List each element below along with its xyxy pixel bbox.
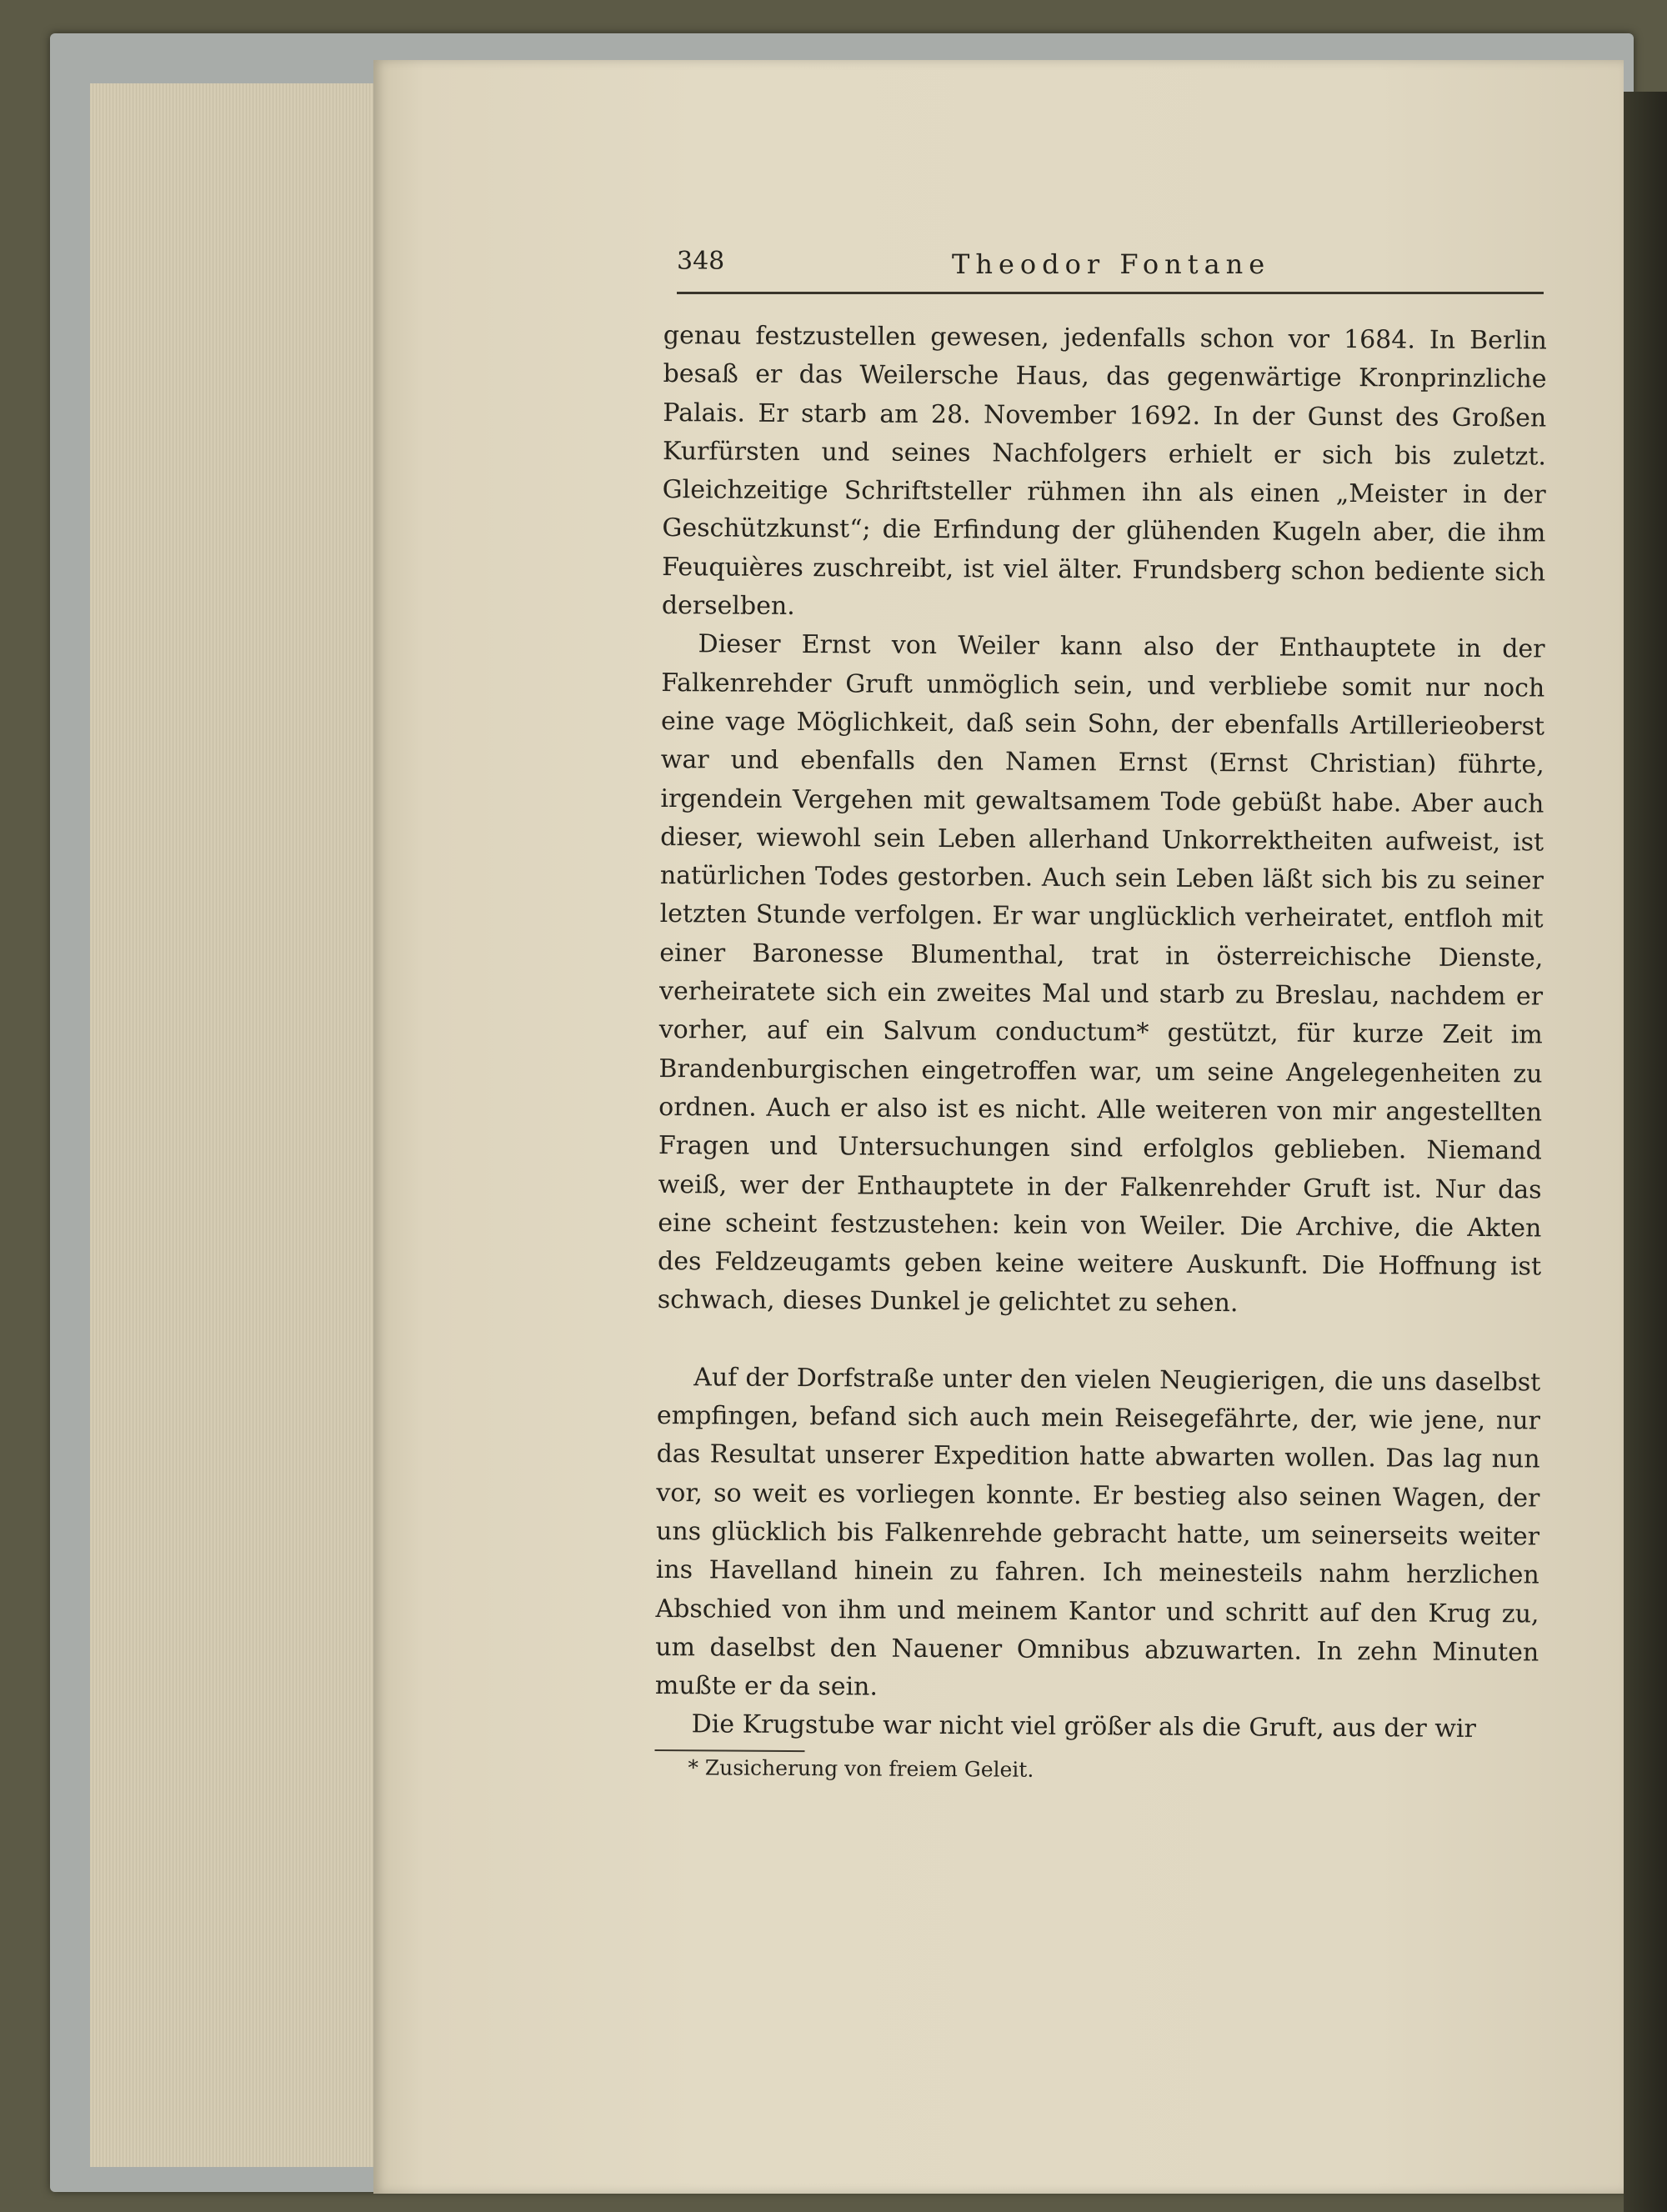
paragraph-3: Auf der Dorfstraße unter den vielen Neugierigen, die uns daselbst empfingen, befand sich auch mein Reisegefährte, der, wie jene, nur das Resultat unserer Expedition hatte abwarten wollen. Das lag nun vor, so weit es vorliegen konnte. Er bestieg also seinen Wagen, der uns glücklich bis Falkenrehde gebracht hatte, um seinerseits weiter ins Havelland hinein zu fahren. Ich meinesteils nahm herzlichen Abschied von ihm und meinem Kantor und schritt auf den Krug zu, um daselbst den Nauener Omnibus abzuwarten. In zehn Minuten mußte er da sein.: [654, 1362, 1541, 1702]
running-title: Theodor Fontane: [952, 248, 1271, 280]
footnote: [654, 1753, 1538, 1788]
paragraph-1: genau festzustellen gewesen, jedenfalls schon vor 1684. In Berlin besaß er das Weilersche Haus, das gegenwärtige Kronprinzliche Palais. Er starb am 28. November 1692. In der Gunst des Großen Kurfürsten und seines Nachfolgers erhielt er sich bis zuletzt. Gleichzeitige Schriftsteller rühmen ihn als einen „Meister in der Geschützkunst“; die Erfindung der glühenden Kugeln aber, die ihm Feuquières zuschreibt, ist viel älter. Frundsberg schon bediente sich derselben.: [661, 320, 1547, 622]
page-header: [677, 242, 1544, 294]
footnote-text: * Zusicherung von freiem Geleit.: [688, 1754, 1034, 1782]
facing-page-edge: [1624, 92, 1667, 2212]
paragraph-4: Die Krugstube war nicht viel größer als die Gruft, aus der wir: [691, 1709, 1476, 1744]
paragraph-2: Dieser Ernst von Weiler kann also der Enthauptete in der Falkenrehder Gruft unmöglich sein, und verbliebe somit nur noch eine vage Möglichkeit, daß sein Sohn, der ebenfalls Artillerieoberst war und ebenfalls den Namen Ernst (Ernst Christian) führte, irgendein Vergehen mit gewaltsamem Tode gebüßt habe. Aber auch dieser, wiewohl sein Leben allerhand Unkorrektheiten aufweist, ist natürlichen Todes gestorben. Auch sein Leben läßt sich bis zu seiner letzten Stunde verfolgen. Er war unglücklich verheiratet, entfloh mit einer Baronesse Blumenthal, trat in österreichische Dienste, verheiratete sich ein zweites Mal und starb zu Breslau, nachdem er vorher, auf ein Salvum conductum* gestützt, für kurze Zeit im Brandenburgischen eingetroffen war, um seine Angelegenheiten zu ordnen. Auch er also ist es nicht. Alle weiteren von mir angestellten Fragen und Untersuchungen sind erfolglos geblieben. Niemand weiß, wer der Enthauptete in der Falkenrehder Gruft ist. Nur das eine scheint festzustehen: kein von Weiler. Die Archive, die Akten des Feldzeugamts geben keine weitere Auskunft. Die Hoffnung ist schwach, dieses Dunkel je gelichtet zu sehen.: [657, 629, 1545, 1319]
body-text: [654, 317, 1547, 1788]
page-edges: [90, 83, 374, 2167]
page-number: 348: [677, 247, 725, 276]
footnote-rule: [654, 1749, 804, 1752]
